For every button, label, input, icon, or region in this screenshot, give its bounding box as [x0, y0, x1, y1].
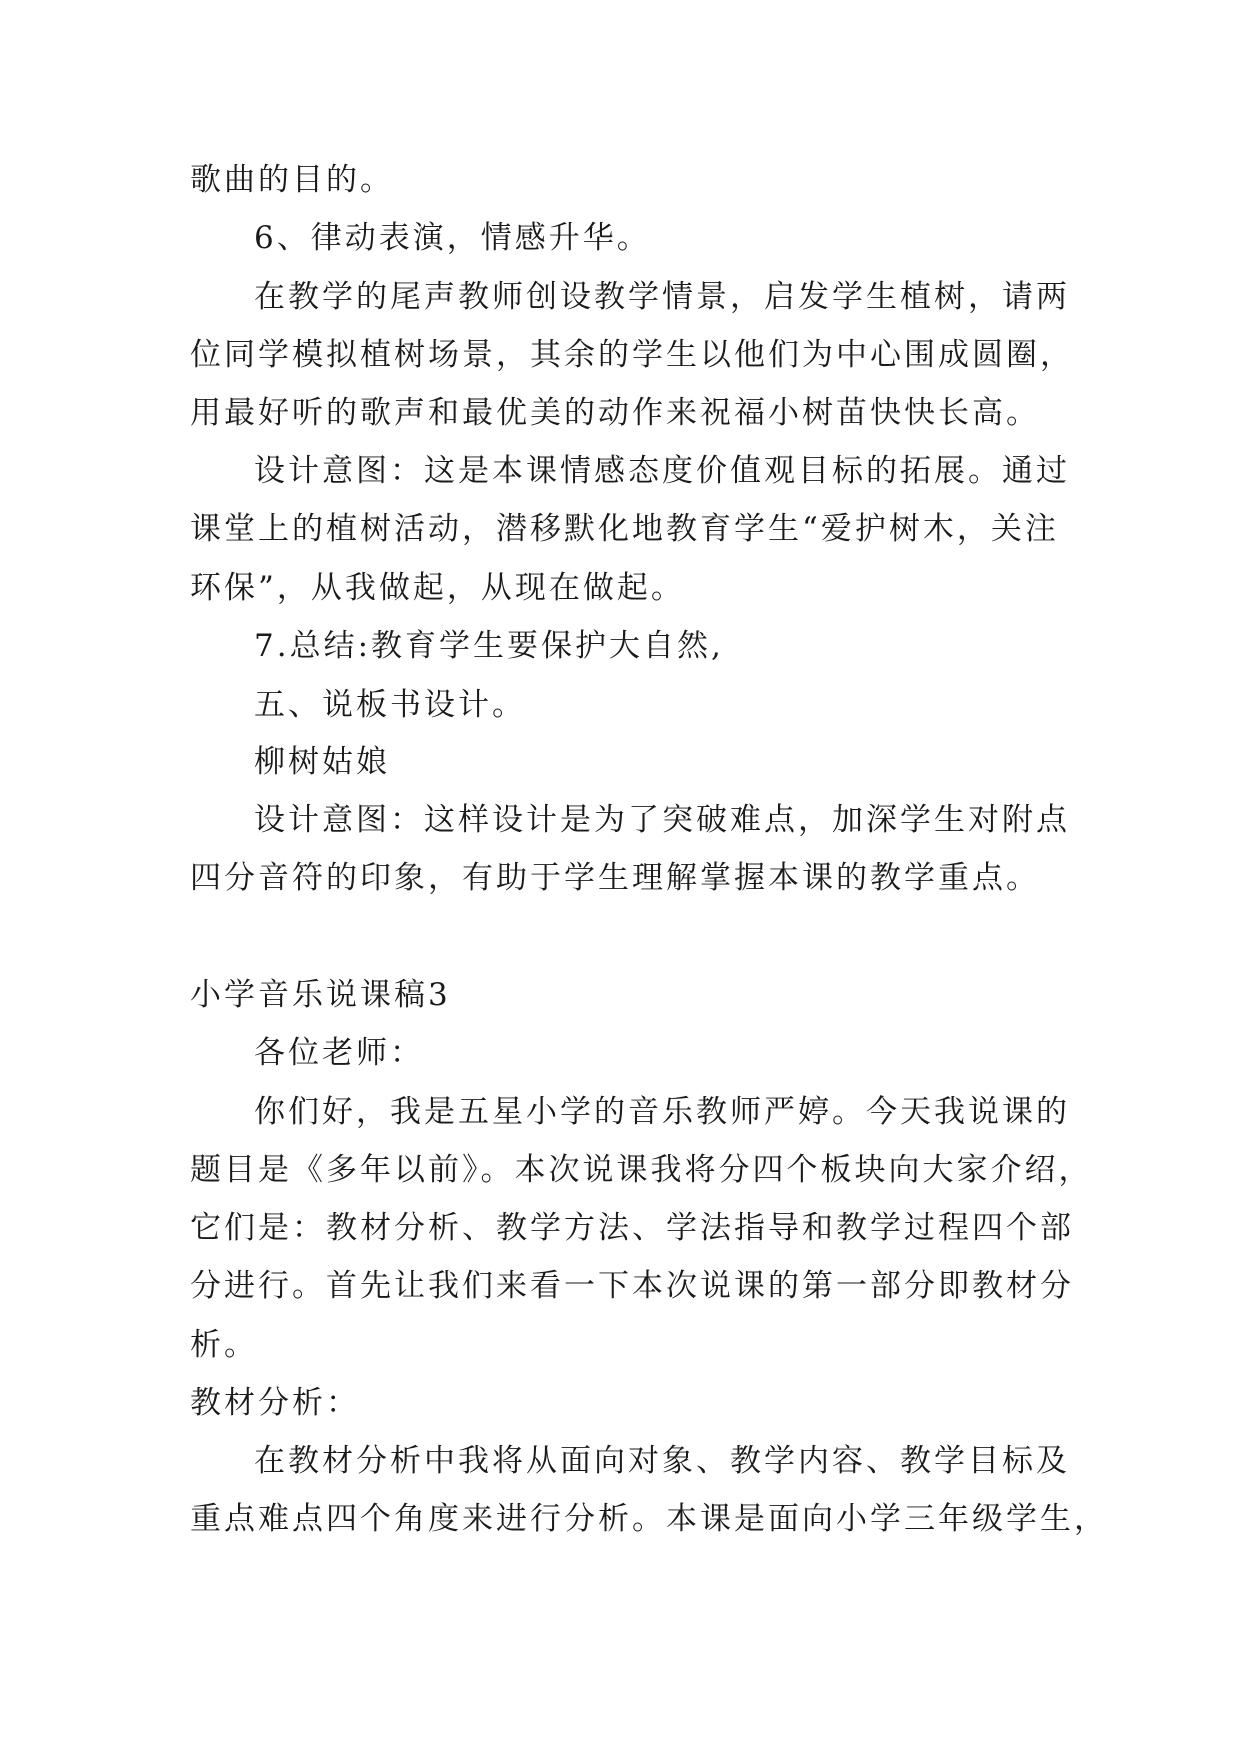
text-line: 位同学模拟植树场景，其余的学生以他们为中心围成圆圈， — [190, 337, 1074, 373]
text-line: 在教材分析中我将从面向对象、教学内容、教学目标及 — [254, 1443, 1070, 1479]
text-line: 课堂上的植树活动，潜移默化地教育学生“爱护树木，关注 — [190, 511, 1059, 547]
text-line: 四分音符的印象，有助于学生理解掌握本课的教学重点。 — [190, 860, 1040, 896]
text-line: 你们好，我是五星小学的音乐教师严婷。今天我说课的 — [254, 1094, 1070, 1130]
section-heading: 小学音乐说课稿3 — [190, 977, 451, 1013]
text-line: 设计意图：这样设计是为了突破难点，加深学生对附点 — [254, 802, 1070, 838]
text-line: 歌曲的目的。 — [190, 162, 394, 198]
text-line: 析。 — [190, 1327, 258, 1363]
text-line: 五、说板书设计。 — [254, 687, 526, 723]
text-line: 教材分析： — [190, 1385, 360, 1421]
text-line: 各位老师： — [254, 1035, 424, 1071]
text-line: 环保”，从我做起，从现在做起。 — [190, 570, 685, 606]
text-line: 柳树姑娘 — [254, 744, 390, 780]
text-line: 用最好听的歌声和最优美的动作来祝福小树苗快快长高。 — [190, 395, 1040, 431]
text-line: 分进行。首先让我们来看一下本次说课的第一部分即教材分 — [190, 1268, 1074, 1304]
text-line: 7.总结:教育学生要保护大自然, — [254, 628, 724, 664]
text-line: 在教学的尾声教师创设教学情景，启发学生植树，请两 — [254, 279, 1070, 315]
text-line: 设计意图：这是本课情感态度价值观目标的拓展。通过 — [254, 453, 1070, 489]
text-line: 重点难点四个角度来进行分析。本课是面向小学三年级学生， — [190, 1501, 1108, 1537]
text-line: 题目是《多年以前》。本次说课我将分四个板块向大家介绍， — [190, 1152, 1093, 1188]
text-line: 6、律动表演，情感升华。 — [254, 220, 651, 256]
text-line: 它们是：教材分析、教学方法、学法指导和教学过程四个部 — [190, 1210, 1074, 1246]
